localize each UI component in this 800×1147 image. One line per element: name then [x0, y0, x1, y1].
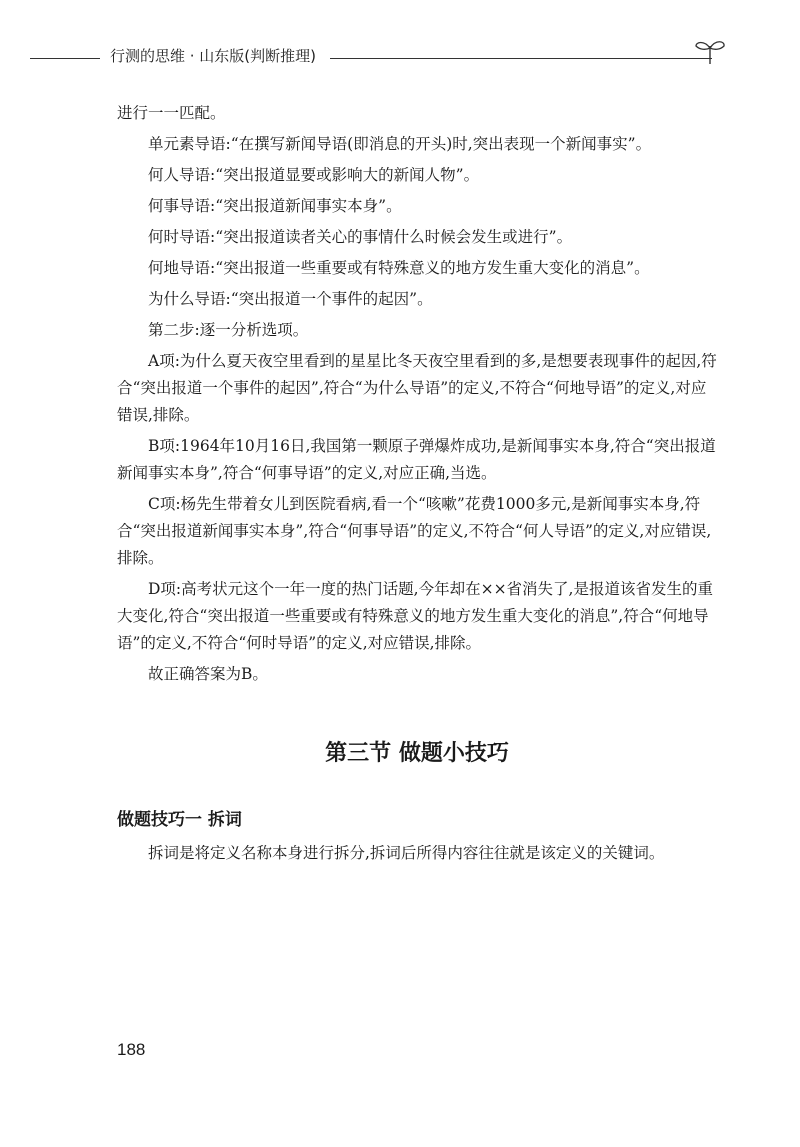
option-a-analysis: A项:为什么夏天夜空里看到的星星比冬天夜空里看到的多,是想要表现事件的起因,符合“突出报道一个事件的起因”,符合“为什么导语”的定义,不符合“何地导语”的定义,对应错误,排除。: [117, 352, 717, 424]
sprout-icon: [690, 36, 730, 66]
option-c-analysis: C项:杨先生带着女儿到医院看病,看一个“咳嗽”花费1000多元,是新闻事实本身,符合“突出报道新闻事实本身”,符合“何事导语”的定义,不符合“何人导语”的定义,对应错误,排除。: [117, 495, 712, 567]
header-rule-right: [330, 58, 712, 59]
paragraph: 何事导语:“突出报道新闻事实本身”。: [148, 197, 402, 215]
answer-conclusion: 故正确答案为B。: [148, 665, 268, 683]
header-rule-left: [30, 58, 100, 59]
tip-heading: 做题技巧一 拆词: [117, 810, 242, 830]
running-header-title: 行测的思维 · 山东版(判断推理): [110, 47, 317, 65]
option-b-analysis: B项:1964年10月16日,我国第一颗原子弹爆炸成功,是新闻事实本身,符合“突出报道新闻事实本身”,符合“何事导语”的定义,对应正确,当选。: [117, 437, 716, 482]
paragraph: 何人导语:“突出报道显要或影响大的新闻人物”。: [148, 166, 480, 184]
paragraph: 为什么导语:“突出报道一个事件的起因”。: [148, 290, 433, 308]
section-title: 第三节 做题小技巧: [325, 741, 509, 766]
running-header: [0, 36, 800, 76]
option-d-analysis: D项:高考状元这个一年一度的热门话题,今年却在××省消失了,是报道该省发生的重大变化,符合“突出报道一些重要或有特殊意义的地方发生重大变化的消息”,符合“何地导语”的定义,不符合“何时导语”的定义,对应错误,排除。: [117, 580, 713, 652]
paragraph: 进行一一匹配。: [117, 104, 226, 122]
paragraph: 第二步:逐一分析选项。: [148, 321, 309, 339]
paragraph: 何地导语:“突出报道一些重要或有特殊意义的地方发生重大变化的消息”。: [148, 259, 650, 277]
paragraph: 单元素导语:“在撰写新闻导语(即消息的开头)时,突出表现一个新闻事实”。: [148, 135, 652, 153]
tip-text: 拆词是将定义名称本身进行拆分,拆词后所得内容往往就是该定义的关键词。: [148, 844, 665, 862]
paragraph: 何时导语:“突出报道读者关心的事情什么时候会发生或进行”。: [148, 228, 573, 246]
page-body: [117, 100, 717, 871]
page-number: 188: [117, 1040, 146, 1059]
